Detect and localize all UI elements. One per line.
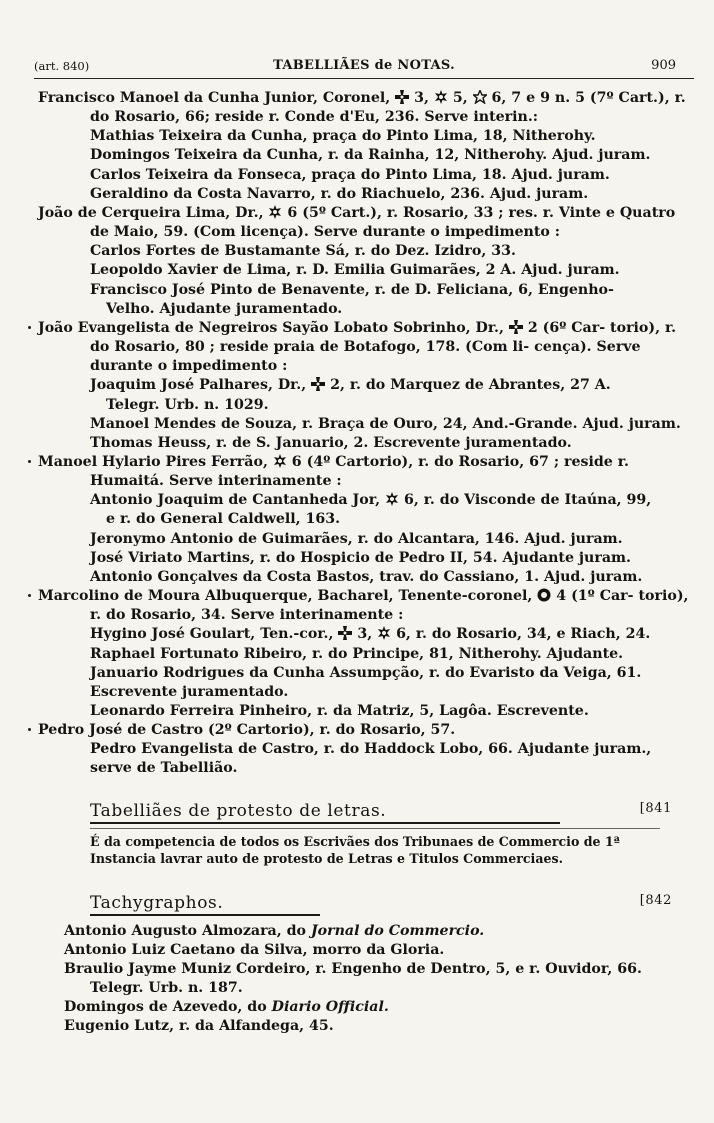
rosette-icon (273, 454, 287, 468)
staff-line-cont: Velho. Ajudante juramentado. (106, 300, 343, 317)
entry-text: torio), r. do Rosario, 80 ; reside praia de Botafogo, 178. (Com li- (90, 319, 677, 356)
staff-line: Januario Rodrigues da Cunha Assumpção, r. do Evaristo da Veiga, 61. (90, 664, 642, 681)
list-item (64, 922, 694, 941)
entry-text: 6, 7 e 9 n. 5 (491, 90, 585, 106)
page-number: 909 (651, 58, 676, 73)
staff-line: Mathias Teixeira da Cunha, praça do Pinto Lima, 18, Nitherohy. (90, 128, 596, 145)
list-item (64, 998, 694, 1017)
section-heading-protest (90, 800, 672, 824)
staff-line: Thomas Heuss, r. de S. Januario, 2. Escrevente juramentado. (90, 434, 572, 451)
staff-line: Pedro Evangelista de Castro, r. do Haddock Lobo, 66. Ajudante juram., (90, 741, 652, 758)
page-title: TABELLIÃES de NOTAS. (273, 58, 455, 73)
entry-text: (7º Cart.), r. do Rosario, 66; reside r. Conde d'Eu, 236. Serve interin.: (90, 90, 686, 126)
section-title: Tachygraphos. (90, 892, 224, 913)
staff-line: Geraldino da Costa Navarro, r. do Riachuelo, 236. Ajud. juram. (90, 185, 589, 202)
maltese-cross-icon (311, 377, 325, 391)
item-source: Diario Official. (271, 999, 389, 1016)
section-ref: [841 (639, 800, 672, 816)
staff-line-cont: e r. do General Caldwell, 163. (106, 511, 341, 528)
staff-text: Joaquim José Palhares, Dr., (90, 377, 307, 394)
entry-text: João Evangelista de Negreiros Sayão Lobato Sobrinho, Dr., (38, 319, 504, 336)
rosette-icon (377, 626, 391, 640)
margin-mark (28, 460, 31, 463)
staff-line (34, 491, 694, 510)
staff-line: Domingos Teixeira da Cunha, r. da Rainha, 12, Nitherohy. Ajud. juram. (90, 147, 651, 164)
entry-text: r. Humaitá. Serve interinamente : (90, 453, 629, 490)
staff-text: 6, r. do Rosario, 34, e Riach, 24. (396, 626, 651, 643)
staff-line (34, 376, 694, 395)
staff-line: Carlos Fortes de Bustamante Sá, r. do Dez. Izidro, 33. (90, 243, 516, 260)
entry-text: 6 (4º Cartorio), r. do Rosario, 67 ; reside (291, 453, 613, 470)
notary-entry (34, 89, 694, 127)
notary-entry (34, 587, 694, 625)
entry-text: Francisco Manoel da Cunha Junior, Coronel, (38, 90, 391, 106)
star-icon (473, 90, 487, 104)
entry-text: Manoel Hylario Pires Ferrão, (38, 453, 268, 470)
section-heading-tachygraphos (90, 892, 672, 916)
entry-text: 3, (414, 90, 429, 106)
list-item (64, 960, 694, 998)
entry-text: Marcolino de Moura Albuquerque, Bacharel, Tenente-coronel, (38, 588, 533, 605)
rosette-icon (434, 90, 448, 104)
list-item: Eugenio Lutz, r. da Alfandega, 45. (64, 1018, 334, 1035)
list-item: Antonio Luiz Caetano da Silva, morro da Gloria. (64, 941, 445, 958)
directory-body (34, 89, 694, 779)
entry-text: e Quatro de Maio, 59. (Com licença). Serve durante o impedimento : (90, 204, 676, 241)
article-ref: (art. 840) (34, 59, 90, 73)
staff-line: Francisco José Pinto de Benavente, r. de D. Feliciana, 6, Engenho- (90, 281, 614, 298)
staff-line: José Viriato Martins, r. do Hospicio de Pedro II, 54. Ajudante juram. (90, 549, 631, 566)
entry-text: Pedro José de Castro (2º Cartorio), r. do Rosario, 57. (38, 722, 456, 739)
staff-line (34, 625, 694, 644)
item-text: Antonio Augusto Almozara, do (64, 922, 306, 939)
note-line: É da competencia de todos os Escrivães dos Tribunaes de Commercio de 1ª (90, 833, 620, 849)
notary-entry (34, 319, 694, 376)
notary-entry (34, 204, 694, 242)
staff-line: Manoel Mendes de Souza, r. Braça de Ouro, 24, And.-Grande. Ajud. juram. (90, 415, 681, 432)
entry-text: 6 (5º Cart.), r. Rosario, 33 ; res. r. Vinte (287, 204, 601, 221)
rosette-icon (268, 205, 282, 219)
item-text: Domingos de Azevedo, do (64, 999, 267, 1016)
maltese-cross-icon (395, 90, 409, 104)
rosette-icon (385, 492, 399, 506)
section-note (90, 828, 660, 867)
section-ref: [842 (639, 892, 672, 908)
section-title: Tabelliães de protesto de letras. (90, 800, 387, 821)
tachygraphos-list (34, 922, 694, 1037)
notary-entry (34, 453, 694, 491)
staff-text: 2, r. do Marquez de Abrantes, 27 A. (330, 377, 611, 394)
entry-text: torio), r. do Rosario, 34. Serve interinamente : (90, 588, 689, 624)
medal-icon (537, 588, 551, 602)
margin-mark (28, 326, 31, 329)
staff-line: Leonardo Ferreira Pinheiro, r. da Matriz, 5, Lagôa. Escrevente. (90, 703, 589, 719)
staff-line: Escrevente juramentado. (90, 683, 289, 700)
staff-line: serve de Tabellião. (90, 760, 238, 777)
margin-mark (28, 594, 31, 597)
staff-line: Jeronymo Antonio de Guimarães, r. do Alcantara, 146. Ajud. juram. (90, 530, 623, 547)
entry-text: 5, (452, 90, 468, 106)
item-source: Jornal do Commercio. (310, 922, 485, 939)
margin-mark (28, 728, 31, 731)
maltese-cross-icon (509, 320, 523, 334)
staff-text: 6, r. do Visconde de Itaúna, 99, (404, 492, 652, 509)
staff-text: 3, (357, 626, 373, 643)
entry-text: 2 (6º Car- (527, 319, 606, 336)
staff-text: Hygino José Goulart, Ten.-cor., (90, 626, 334, 643)
entry-text: João de Cerqueira Lima, Dr., (38, 204, 264, 221)
staff-line: Leopoldo Xavier de Lima, r. D. Emilia Guimarães, 2 A. Ajud. juram. (90, 262, 620, 279)
entry-text: 4 (1º Car- (556, 588, 634, 605)
maltese-cross-icon (338, 626, 352, 640)
item-text: Telegr. Urb. n. 187. (90, 980, 243, 997)
note-line: Instancia lavrar auto de protesto de Letras e Titulos Commerciaes. (90, 850, 563, 866)
staff-line: Carlos Teixeira da Fonseca, praça do Pinto Lima, 18. Ajud. juram. (90, 166, 610, 183)
item-text: Braulio Jayme Muniz Cordeiro, r. Engenho de Dentro, 5, e r. Ouvidor, 66. (64, 960, 642, 977)
page-header (34, 56, 694, 79)
staff-line: Antonio Gonçalves da Costa Bastos, trav. do Cassiano, 1. Ajud. juram. (90, 568, 643, 585)
entry-text: cença). Serve durante o impedimento : (90, 339, 641, 375)
staff-text: Antonio Joaquim de Cantanheda Jor, (90, 492, 381, 509)
staff-line-cont: Telegr. Urb. n. 1029. (106, 396, 269, 413)
notary-entry (34, 721, 694, 740)
staff-line: Raphael Fortunato Ribeiro, r. do Principe, 81, Nitherohy. Ajudante. (90, 645, 624, 662)
